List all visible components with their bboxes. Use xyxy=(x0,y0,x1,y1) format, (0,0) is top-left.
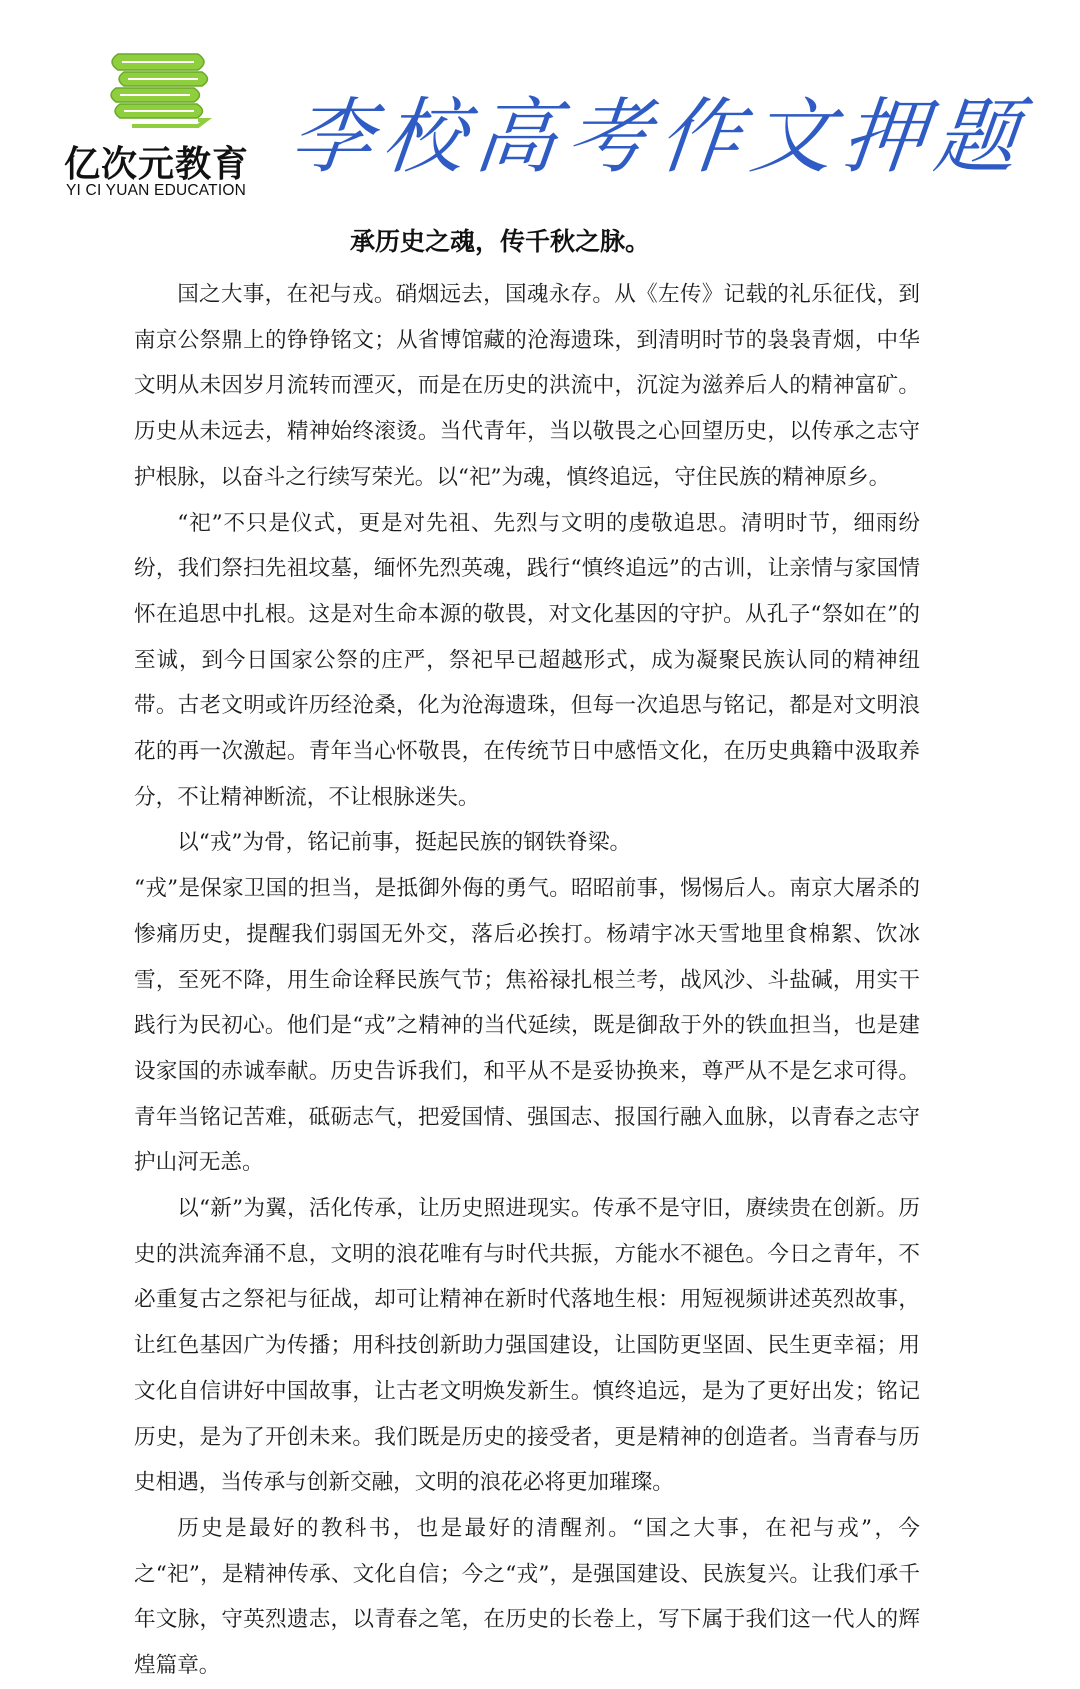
paragraph-intro: 国之大事，在祀与戎。硝烟远去，国魂永存。从《左传》记载的礼乐征伐，到南京公祭鼎上的铮铮铭文；从省博馆藏的沧海遗珠，到清明时节的袅袅青烟，中华文明从未因岁月流转而湮灭，而是在历史的洪流中，沉淀为滋养后人的精神富矿。历史从未远去，精神始终滚烫。当代青年，当以敬畏之心回望历史，以传承之志守护根脉，以奋斗之行续写荣光。以“祀”为魂，慎终追远，守住民族的精神原乡。 xyxy=(134,282,920,490)
books-stack-icon xyxy=(102,40,222,136)
paragraph-rong-lead: 以“戎”为骨，铭记前事，挺起民族的钢铁脊梁。 xyxy=(177,830,632,856)
essay-body xyxy=(134,272,920,1689)
paragraph-rong: “戎”是保家卫国的担当，是抵御外侮的勇气。昭昭前事，惕惕后人。南京大屠杀的惨痛历史，提醒我们弱国无外交，落后必挨打。杨靖宇冰天雪地里食棉絮、饮冰雪，至死不降，用生命诠释民族气节；焦裕禄扎根兰考，战风沙、斗盐碱，用实干践行为民初心。他们是“戎”之精神的当代延续，既是御敌于外的铁血担当，也是建设家国的赤诚奉献。历史告诉我们，和平从不是妥协换来，尊严从不是乞求可得。青年当铭记苦难，砥砺志气，把爱国情、强国志、报国行融入血脉，以青春之志守护山河无恙。 xyxy=(134,876,920,1176)
page-header xyxy=(0,0,1080,210)
brand-name-english: YI CI YUAN EDUCATION xyxy=(66,182,246,199)
essay-title xyxy=(0,222,1000,258)
banner-title: 李校高考作文押题 xyxy=(285,90,1032,185)
brand-name-chinese: 亿次元教育 xyxy=(64,144,250,185)
essay-title-text: 承历史之魂，传千秋之脉。 xyxy=(349,227,650,256)
paragraph-si: “祀”不只是仪式，更是对先祖、先烈与文明的虔敬追思。清明时节，细雨纷纷，我们祭扫先祖坟墓，缅怀先烈英魂，践行“慎终追远”的古训，让亲情与家国情怀在追思中扎根。这是对生命本源的敬畏，对文化基因的守护。从孔子“祭如在”的至诚，到今日国家公祭的庄严，祭祀早已超越形式，成为凝聚民族认同的精神纽带。古老文明或许历经沧桑，化为沧海遗珠，但每一次追思与铭记，都是对文明浪花的再一次激起。青年当心怀敬畏，在传统节日中感悟文化，在历史典籍中汲取养分，不让精神断流，不让根脉迷失。 xyxy=(134,510,920,810)
paragraph-conclusion: 历史是最好的教科书，也是最好的清醒剂。“国之大事，在祀与戎”，今之“祀”，是精神传承、文化自信；今之“戎”，是强国建设、民族复兴。让我们承千年文脉，守英烈遗志，以青春之笔，在历史的长卷上，写下属于我们这一代人的辉煌篇章。 xyxy=(134,1515,920,1679)
paragraph-xin: 以“新”为翼，活化传承，让历史照进现实。传承不是守旧，赓续贵在创新。历史的洪流奔涌不息，文明的浪花唯有与时代共振，方能水不褪色。今日之青年，不必重复古之祭祀与征战，却可让精神在新时代落地生根：用短视频讲述英烈故事，让红色基因广为传播；用科技创新助力强国建设，让国防更坚固、民生更幸福；用文化自信讲好中国故事，让古老文明焕发新生。慎终追远，是为了更好出发；铭记历史，是为了开创未来。我们既是历史的接受者，更是精神的创造者。当青春与历史相遇，当传承与创新交融，文明的浪花必将更加璀璨。 xyxy=(134,1196,920,1496)
brand-logo xyxy=(62,40,262,205)
